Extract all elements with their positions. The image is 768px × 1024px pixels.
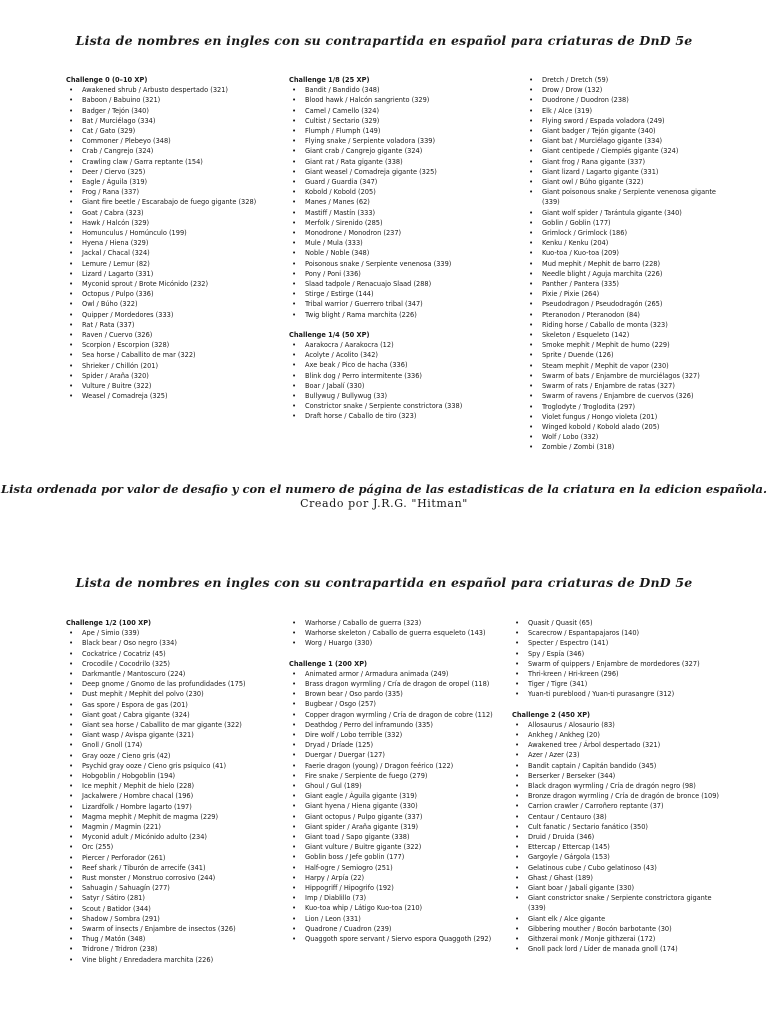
creature-entry: • Berserker / Berseker (344) xyxy=(512,771,722,781)
creature-entry: • Giant centipede / Ciempiés gigante (324) xyxy=(526,146,721,156)
creature-entry: • Blood hawk / Halcón sangriento (329) xyxy=(289,95,514,105)
column-2 xyxy=(289,618,507,944)
creature-entry: • Riding horse / Caballo de monta (323) xyxy=(526,320,721,330)
creature-entry: • Darkmantle / Mantoscuro (224) xyxy=(66,669,281,679)
creature-entry: • Lizardfolk / Hombre lagarto (197) xyxy=(66,802,281,812)
creature-entry: • Gnoll pack lord / Líder de manada gnoll (174) xyxy=(512,944,722,954)
creature-list xyxy=(512,720,722,955)
page-2-title: Lista de nombres en ingles con su contrapartida en español para criaturas de DnD 5e xyxy=(75,575,693,590)
creature-entry: • Octopus / Pulpo (336) xyxy=(66,289,281,299)
column-3 xyxy=(512,618,722,954)
creature-entry: • Camel / Camello (324) xyxy=(289,106,514,116)
creature-entry: • Sprite / Duende (126) xyxy=(526,350,721,360)
creature-entry: • Bandit captain / Capitán bandido (345) xyxy=(512,761,722,771)
creature-entry: • Animated armor / Armadura animada (249) xyxy=(289,669,507,679)
creature-entry: • Deer / Ciervo (325) xyxy=(66,167,281,177)
creature-entry: • Harpy / Arpía (22) xyxy=(289,873,507,883)
creature-entry: • Kenku / Kenku (204) xyxy=(526,238,721,248)
creature-entry: • Commoner / Plebeyo (348) xyxy=(66,136,281,146)
creature-list xyxy=(289,669,507,944)
creature-entry: • Magma mephit / Mephit de magma (229) xyxy=(66,812,281,822)
creature-entry: • Quipper / Mordedores (333) xyxy=(66,310,281,320)
creature-entry: • Cat / Gato (329) xyxy=(66,126,281,136)
creature-entry: • Copper dragon wyrmling / Cría de dragon de cobre (112) xyxy=(289,710,507,720)
creature-entry: • Myconid sprout / Brote Micónido (232) xyxy=(66,279,281,289)
creature-entry: • Yuan-ti pureblood / Yuan-ti purasangre (312) xyxy=(512,689,722,699)
creature-entry: • Twig blight / Rama marchita (226) xyxy=(289,310,514,320)
creature-entry: • Pixie / Pixie (264) xyxy=(526,289,721,299)
creature-entry: • Winged kobold / Kobold alado (205) xyxy=(526,422,721,432)
creature-entry: • Dire wolf / Lobo terrible (332) xyxy=(289,730,507,740)
creature-entry: • Dretch / Dretch (59) xyxy=(526,75,721,85)
creature-entry: • Steam mephit / Mephit de vapor (230) xyxy=(526,361,721,371)
creature-entry: • Ghast / Ghast (189) xyxy=(512,873,722,883)
creature-entry: • Hobgoblin / Hobgoblin (194) xyxy=(66,771,281,781)
challenge-heading: Challenge 1/4 (50 XP) xyxy=(289,330,370,339)
creature-entry: • Swarm of ravens / Enjambre de cuervos (326) xyxy=(526,391,721,401)
creature-entry: • Grimlock / Grimlock (186) xyxy=(526,228,721,238)
creature-list xyxy=(289,340,514,422)
creature-entry: • Blink dog / Perro intermitente (336) xyxy=(289,371,514,381)
creature-entry: • Giant eagle / Águila gigante (319) xyxy=(289,791,507,801)
creature-entry: • Vulture / Buitre (322) xyxy=(66,381,281,391)
creature-entry: • Ghoul / Gul (189) xyxy=(289,781,507,791)
creature-entry: • Bugbear / Osgo (257) xyxy=(289,699,507,709)
creature-entry: • Githzerai monk / Monje githzerai (172) xyxy=(512,934,722,944)
creature-entry: • Giant vulture / Buitre gigante (322) xyxy=(289,842,507,852)
creature-entry: • Dryad / Dríade (125) xyxy=(289,740,507,750)
creature-list xyxy=(66,85,281,401)
creature-entry: • Tribal warrior / Guerrero tribal (347) xyxy=(289,299,514,309)
creature-entry: • Quaggoth spore servant / Siervo espora Quaggoth (292) xyxy=(289,934,507,944)
creature-entry: • Giant bat / Murciélago gigante (334) xyxy=(526,136,721,146)
creature-entry: • Deep gnome / Gnomo de las profundidades (175) xyxy=(66,679,281,689)
creature-entry: • Giant badger / Tejón gigante (340) xyxy=(526,126,721,136)
creature-entry: • Panther / Pantera (335) xyxy=(526,279,721,289)
author-credit: Creado por J.R.G. "Hitman" xyxy=(300,497,468,510)
creature-entry: • Homunculus / Homúnculo (199) xyxy=(66,228,281,238)
creature-entry: • Orc (255) xyxy=(66,842,281,852)
creature-entry: • Giant rat / Rata gigante (338) xyxy=(289,157,514,167)
creature-entry: • Frog / Rana (337) xyxy=(66,187,281,197)
creature-entry: • Swarm of insects / Enjambre de insectos (326) xyxy=(66,924,281,934)
creature-entry: • Brown bear / Oso pardo (335) xyxy=(289,689,507,699)
creature-entry: • Lion / Leon (331) xyxy=(289,914,507,924)
creature-entry: • Badger / Tejón (340) xyxy=(66,106,281,116)
creature-entry: • Eagle / Águila (319) xyxy=(66,177,281,187)
creature-entry: • Troglodyte / Troglodita (297) xyxy=(526,402,721,412)
creature-entry: • Giant frog / Rana gigante (337) xyxy=(526,157,721,167)
creature-entry: • Giant boar / Jabalí gigante (330) xyxy=(512,883,722,893)
creature-entry: • Awakened tree / Árbol despertado (321) xyxy=(512,740,722,750)
creature-entry: • Mule / Mula (333) xyxy=(289,238,514,248)
creature-entry: • Monodrone / Monodron (237) xyxy=(289,228,514,238)
creature-entry: • Thug / Matón (348) xyxy=(66,934,281,944)
creature-entry: • Reef shark / Tiburón de arrecife (341) xyxy=(66,863,281,873)
creature-entry: • Scout / Batidor (344) xyxy=(66,904,281,914)
creature-entry: • Poisonous snake / Serpiente venenosa (339) xyxy=(289,259,514,269)
creature-entry: • Axe beak / Pico de hacha (336) xyxy=(289,360,514,370)
creature-entry: • Noble / Noble (348) xyxy=(289,248,514,258)
challenge-heading: Challenge 1 (200 XP) xyxy=(289,659,368,668)
creature-entry: • Giant owl / Búho gigante (322) xyxy=(526,177,721,187)
creature-entry: • Spy / Espía (346) xyxy=(512,649,722,659)
creature-entry: • Cultist / Sectario (329) xyxy=(289,116,514,126)
creature-entry: • Tiger / Tigre (341) xyxy=(512,679,722,689)
creature-entry: • Vine blight / Enredadera marchita (226) xyxy=(66,955,281,965)
creature-entry: • Wolf / Lobo (332) xyxy=(526,432,721,442)
creature-entry: • Giant spider / Araña gigante (319) xyxy=(289,822,507,832)
creature-entry: • Ape / Simio (339) xyxy=(66,628,281,638)
creature-list xyxy=(526,75,721,453)
column-1 xyxy=(66,618,281,965)
creature-entry: • Centaur / Centauro (38) xyxy=(512,812,722,822)
creature-entry: • Tridrone / Tridron (238) xyxy=(66,944,281,954)
creature-entry: • Dust mephit / Mephit del polvo (230) xyxy=(66,689,281,699)
ordering-note: Lista ordenada por valor de desafio y con el numero de página de las estadisticas de la criatura en la edicion española. xyxy=(1,482,767,496)
column-3 xyxy=(526,75,721,453)
creature-entry: • Drow / Drow (132) xyxy=(526,85,721,95)
creature-entry: • Faerie dragon (young) / Dragon feérico (122) xyxy=(289,761,507,771)
creature-entry: • Flumph / Flumph (149) xyxy=(289,126,514,136)
creature-entry: • Hippogriff / Hipogrifo (192) xyxy=(289,883,507,893)
creature-list xyxy=(289,618,507,649)
creature-entry: • Giant constrictor snake / Serpiente constrictora gigante (339) xyxy=(512,893,722,913)
creature-entry: • Giant crab / Cangrejo gigante (324) xyxy=(289,146,514,156)
creature-entry: • Raven / Cuervo (326) xyxy=(66,330,281,340)
creature-entry: • Swarm of quippers / Enjambre de mordedores (327) xyxy=(512,659,722,669)
creature-entry: • Awakened shrub / Arbusto despertado (321) xyxy=(66,85,281,95)
creature-entry: • Skeleton / Esqueleto (142) xyxy=(526,330,721,340)
creature-entry: • Scorpion / Escorpion (328) xyxy=(66,340,281,350)
creature-entry: • Bullywug / Bullywug (33) xyxy=(289,391,514,401)
creature-entry: • Gas spore / Espora de gas (201) xyxy=(66,700,281,710)
creature-entry: • Kobold / Kobold (205) xyxy=(289,187,514,197)
creature-entry: • Piercer / Perforador (261) xyxy=(66,853,281,863)
creature-entry: • Giant wolf spider / Tarántula gigante (340) xyxy=(526,208,721,218)
creature-entry: • Cockatrice / Cocatriz (45) xyxy=(66,649,281,659)
creature-entry: • Gelatinous cube / Cubo gelatinoso (43) xyxy=(512,863,722,873)
creature-entry: • Specter / Espectro (141) xyxy=(512,638,722,648)
creature-entry: • Black bear / Oso negro (334) xyxy=(66,638,281,648)
creature-entry: • Bandit / Bandido (348) xyxy=(289,85,514,95)
creature-entry: • Zombie / Zombi (318) xyxy=(526,442,721,452)
creature-entry: • Giant toad / Sapo gigante (338) xyxy=(289,832,507,842)
creature-entry: • Stirge / Estirge (144) xyxy=(289,289,514,299)
creature-entry: • Quasit / Quasit (65) xyxy=(512,618,722,628)
creature-entry: • Giant elk / Alce gigante xyxy=(512,914,722,924)
creature-entry: • Mastiff / Mastín (333) xyxy=(289,208,514,218)
creature-entry: • Crocodile / Cocodrilo (325) xyxy=(66,659,281,669)
creature-list xyxy=(289,85,514,320)
creature-entry: • Kuo-toa / Kuo-toa (209) xyxy=(526,248,721,258)
creature-entry: • Warhorse skeleton / Caballo de guerra esqueleto (143) xyxy=(289,628,507,638)
creature-entry: • Giant lizard / Lagarto gigante (331) xyxy=(526,167,721,177)
challenge-heading: Challenge 0 (0–10 XP) xyxy=(66,76,148,84)
creature-entry: • Imp / Diablillo (73) xyxy=(289,893,507,903)
creature-entry: • Violet fungus / Hongo violeta (201) xyxy=(526,412,721,422)
creature-entry: • Slaad tadpole / Renacuajo Slaad (288) xyxy=(289,279,514,289)
creature-list xyxy=(66,628,281,965)
creature-entry: • Smoke mephit / Mephit de humo (229) xyxy=(526,340,721,350)
creature-entry: • Acolyte / Acolito (342) xyxy=(289,350,514,360)
creature-entry: • Spider / Araña (320) xyxy=(66,371,281,381)
creature-entry: • Aarakocra / Aarakocra (12) xyxy=(289,340,514,350)
creature-entry: • Mud mephit / Mephit de barro (228) xyxy=(526,259,721,269)
creature-entry: • Needle blight / Aguja marchita (226) xyxy=(526,269,721,279)
creature-entry: • Thri-kreen / Hri-kreen (296) xyxy=(512,669,722,679)
creature-entry: • Giant sea horse / Caballito de mar gigante (322) xyxy=(66,720,281,730)
creature-entry: • Weasel / Comadreja (325) xyxy=(66,391,281,401)
creature-entry: • Pseudodragon / Pseudodragón (265) xyxy=(526,299,721,309)
creature-entry: • Jackal / Chacal (324) xyxy=(66,248,281,258)
creature-entry: • Giant wasp / Avispa gigante (321) xyxy=(66,730,281,740)
creature-entry: • Giant fire beetle / Escarabajo de fuego gigante (328) xyxy=(66,197,281,207)
creature-entry: • Swarm of bats / Enjambre de murciélagos (327) xyxy=(526,371,721,381)
creature-entry: • Goblin / Goblin (177) xyxy=(526,218,721,228)
creature-entry: • Lemure / Lemur (82) xyxy=(66,259,281,269)
creature-entry: • Giant hyena / Hiena gigante (330) xyxy=(289,801,507,811)
creature-entry: • Rust monster / Monstruo corrosivo (244) xyxy=(66,873,281,883)
creature-entry: • Guard / Guardia (347) xyxy=(289,177,514,187)
creature-entry: • Gibbering mouther / Bocón barbotante (30) xyxy=(512,924,722,934)
creature-entry: • Boar / Jabalí (330) xyxy=(289,381,514,391)
creature-entry: • Constrictor snake / Serpiente constrictora (338) xyxy=(289,401,514,411)
creature-entry: • Gargoyle / Gárgola (153) xyxy=(512,852,722,862)
creature-entry: • Ice mephit / Mephit de hielo (228) xyxy=(66,781,281,791)
creature-entry: • Ettercap / Ettercap (145) xyxy=(512,842,722,852)
creature-entry: • Bat / Murciélago (334) xyxy=(66,116,281,126)
creature-entry: • Half-ogre / Semiogro (251) xyxy=(289,863,507,873)
creature-entry: • Flying sword / Espada voladora (249) xyxy=(526,116,721,126)
creature-entry: • Sea horse / Caballito de mar (322) xyxy=(66,350,281,360)
creature-entry: • Ankheg / Ankheg (20) xyxy=(512,730,722,740)
creature-entry: • Giant poisonous snake / Serpiente venenosa gigante (339) xyxy=(526,187,721,207)
creature-entry: • Psychid gray ooze / Cieno gris psiquico (41) xyxy=(66,761,281,771)
creature-entry: • Satyr / Sátiro (281) xyxy=(66,893,281,903)
creature-entry: • Gray ooze / Cieno gris (42) xyxy=(66,751,281,761)
creature-entry: • Azer / Azer (23) xyxy=(512,750,722,760)
creature-entry: • Jackalwere / Hombre chacal (196) xyxy=(66,791,281,801)
creature-entry: • Black dragon wyrmling / Cría de dragón negro (98) xyxy=(512,781,722,791)
creature-entry: • Hyena / Hiena (329) xyxy=(66,238,281,248)
creature-list xyxy=(512,618,722,700)
creature-entry: • Scarecrow / Espantapajaros (140) xyxy=(512,628,722,638)
creature-entry: • Carrion crawler / Carroñero reptante (37) xyxy=(512,801,722,811)
creature-entry: • Crawling claw / Garra reptante (154) xyxy=(66,157,281,167)
creature-entry: • Giant weasel / Comadreja gigante (325) xyxy=(289,167,514,177)
creature-entry: • Crab / Cangrejo (324) xyxy=(66,146,281,156)
creature-entry: • Elk / Alce (319) xyxy=(526,106,721,116)
challenge-heading: Challenge 1/8 (25 XP) xyxy=(289,76,370,84)
creature-entry: • Merfolk / Sirenido (285) xyxy=(289,218,514,228)
creature-entry: • Allosaurus / Alosaurio (83) xyxy=(512,720,722,730)
creature-entry: • Lizard / Lagarto (331) xyxy=(66,269,281,279)
creature-entry: • Hawk / Halcón (329) xyxy=(66,218,281,228)
creature-entry: • Magmin / Magmin (221) xyxy=(66,822,281,832)
column-2 xyxy=(289,75,514,422)
creature-entry: • Worg / Huargo (330) xyxy=(289,638,507,648)
creature-entry: • Shadow / Sombra (291) xyxy=(66,914,281,924)
creature-entry: • Manes / Manes (62) xyxy=(289,197,514,207)
challenge-heading: Challenge 2 (450 XP) xyxy=(512,710,591,719)
creature-entry: • Pteranodon / Pteranodon (84) xyxy=(526,310,721,320)
page-1-title: Lista de nombres en ingles con su contrapartida en español para criaturas de DnD 5e xyxy=(75,33,693,48)
creature-entry: • Deathdog / Perro del inframundo (335) xyxy=(289,720,507,730)
creature-entry: • Giant goat / Cabra gigante (324) xyxy=(66,710,281,720)
creature-entry: • Druid / Druida (346) xyxy=(512,832,722,842)
creature-entry: • Owl / Búho (322) xyxy=(66,299,281,309)
creature-entry: • Baboon / Babuino (321) xyxy=(66,95,281,105)
creature-entry: • Gnoll / Gnoll (174) xyxy=(66,740,281,750)
creature-entry: • Kuo-toa whip / Látigo Kuo-toa (210) xyxy=(289,903,507,913)
creature-entry: • Sahuagin / Sahuagín (277) xyxy=(66,883,281,893)
creature-entry: • Swarm of rats / Enjambre de ratas (327) xyxy=(526,381,721,391)
creature-entry: • Giant octopus / Pulpo gigante (337) xyxy=(289,812,507,822)
creature-entry: • Cult fanatic / Sectario fanático (350) xyxy=(512,822,722,832)
creature-entry: • Brass dragon wyrmling / Cría de dragon de oropel (118) xyxy=(289,679,507,689)
column-1 xyxy=(66,75,281,401)
creature-entry: • Quadrone / Cuadron (239) xyxy=(289,924,507,934)
creature-entry: • Flying snake / Serpiente voladora (339) xyxy=(289,136,514,146)
creature-entry: • Warhorse / Caballo de guerra (323) xyxy=(289,618,507,628)
creature-entry: • Myconid adult / Micónido adulto (234) xyxy=(66,832,281,842)
creature-entry: • Duergar / Duergar (127) xyxy=(289,750,507,760)
creature-entry: • Fire snake / Serpiente de fuego (279) xyxy=(289,771,507,781)
creature-entry: • Goat / Cabra (323) xyxy=(66,208,281,218)
creature-entry: • Pony / Poni (336) xyxy=(289,269,514,279)
creature-entry: • Rat / Rata (337) xyxy=(66,320,281,330)
creature-entry: • Goblin boss / Jefe goblin (177) xyxy=(289,852,507,862)
creature-entry: • Draft horse / Caballo de tiro (323) xyxy=(289,411,514,421)
creature-entry: • Bronze dragon wyrmling / Cría de dragón de bronce (109) xyxy=(512,791,722,801)
creature-entry: • Shrieker / Chillón (201) xyxy=(66,361,281,371)
challenge-heading: Challenge 1/2 (100 XP) xyxy=(66,619,152,627)
creature-entry: • Duodrone / Duodron (238) xyxy=(526,95,721,105)
